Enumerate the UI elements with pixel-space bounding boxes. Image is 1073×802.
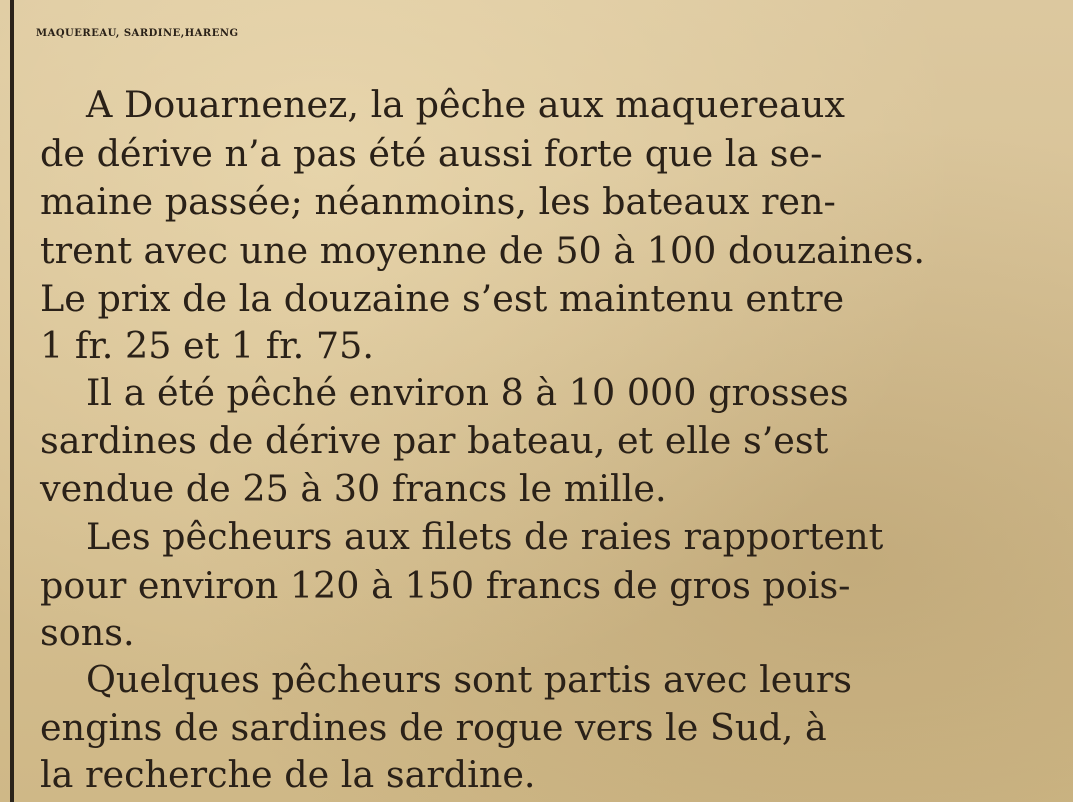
text-line: vendue de 25 à 30 francs le mille. (40, 467, 667, 510)
text-line: Les pêcheurs aux filets de raies rapportent (86, 515, 884, 558)
text-line: trent avec une moyenne de 50 à 100 douzaines. (40, 229, 925, 272)
text-line: de dérive n’a pas été aussi forte que la se- (40, 132, 823, 175)
text-line: maine passée; néanmoins, les bateaux ren- (40, 180, 836, 223)
text-line: engins de sardines de rogue vers le Sud, à (40, 706, 827, 749)
text-line: la recherche de la sardine. (40, 753, 536, 796)
text-line: sardines de dérive par bateau, et elle s’est (40, 419, 829, 462)
text-line: Il a été pêché environ 8 à 10 000 grosses (86, 371, 849, 414)
text-line: Le prix de la douzaine s’est maintenu entre (40, 277, 845, 320)
column-rule (10, 0, 14, 802)
text-line: Quelques pêcheurs sont partis avec leurs (86, 658, 853, 701)
text-line: 1 fr. 25 et 1 fr. 75. (40, 324, 374, 367)
text-line: pour environ 120 à 150 francs de gros pois- (40, 564, 851, 607)
text-line: A Douarnenez, la pêche aux maquereaux (86, 83, 845, 126)
article-headline: MAQUEREAU, SARDINE,HARENG (36, 28, 239, 39)
text-line: sons. (40, 611, 135, 654)
